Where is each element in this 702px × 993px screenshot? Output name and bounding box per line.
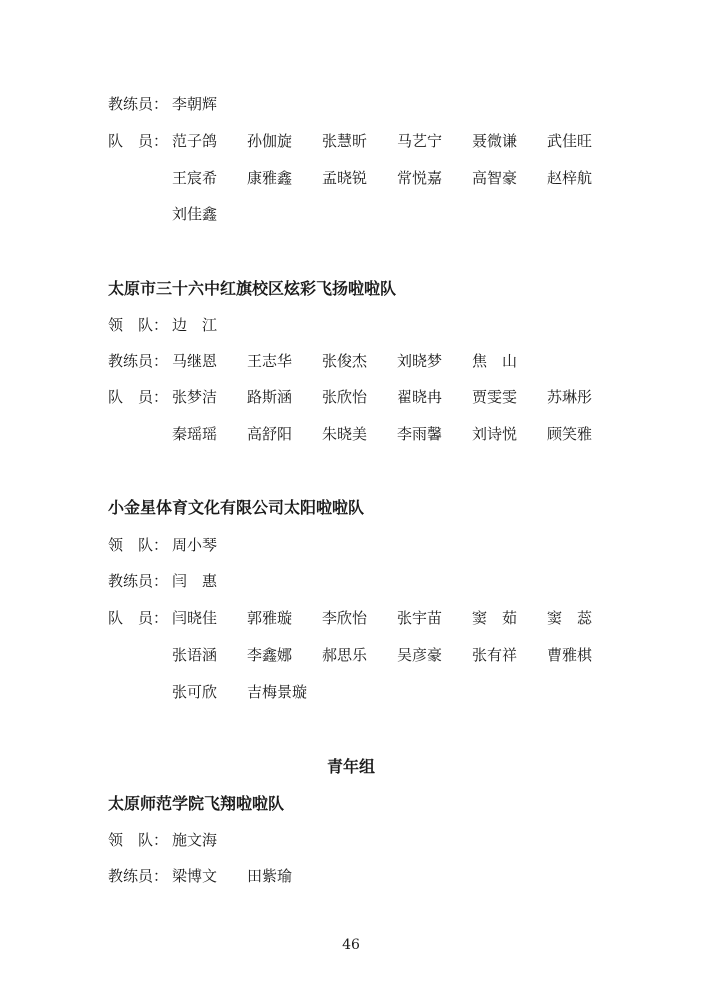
member-name: 吉梅景璇	[247, 683, 308, 701]
member-name: 曹雅棋	[547, 646, 593, 664]
member-name: 常悦嘉	[397, 169, 443, 187]
member-name: 张宇苗	[397, 609, 443, 627]
member-name: 聂微谦	[472, 132, 518, 150]
coach-name: 马继恩	[172, 352, 218, 370]
member-name: 郭雅璇	[247, 609, 293, 627]
member-name: 朱晓美	[322, 425, 368, 443]
member-name: 高智豪	[472, 169, 518, 187]
members-label: 队 员：	[108, 388, 169, 406]
group-title: 青年组	[326, 757, 375, 776]
coach-label: 教练员：	[108, 572, 169, 590]
coach-name: 梁博文	[172, 867, 218, 885]
members-label: 队 员：	[108, 132, 169, 150]
member-name: 康雅鑫	[247, 169, 293, 187]
member-name: 李鑫娜	[247, 646, 293, 664]
coach-name: 焦 山	[472, 352, 518, 370]
team-title: 小金星体育文化有限公司太阳啦啦队	[108, 498, 365, 517]
member-name: 张语涵	[172, 646, 218, 664]
member-name: 郝思乐	[322, 646, 368, 664]
leader-name: 边 江	[172, 316, 218, 334]
member-name: 赵梓航	[547, 169, 593, 187]
coach-label: 教练员：	[108, 867, 169, 885]
member-name: 窦 茹	[472, 609, 518, 627]
member-name: 范子鸽	[172, 132, 218, 150]
member-name: 孟晓锐	[322, 169, 368, 187]
leader-label: 领 队：	[108, 831, 169, 849]
member-name: 李雨馨	[397, 425, 443, 443]
member-name: 闫晓佳	[172, 609, 218, 627]
coach-name: 闫 惠	[172, 572, 218, 590]
coach-name: 张俊杰	[322, 352, 368, 370]
member-name: 窦 蕊	[547, 609, 593, 627]
member-name: 贾雯雯	[472, 388, 518, 406]
leader-name: 施文海	[172, 831, 218, 849]
members-label: 队 员：	[108, 609, 169, 627]
member-name: 刘佳鑫	[172, 205, 218, 223]
member-name: 武佳旺	[547, 132, 593, 150]
coach-label: 教练员：	[108, 95, 169, 113]
member-name: 张可欣	[172, 683, 218, 701]
member-name: 高舒阳	[247, 425, 293, 443]
member-name: 翟晓冉	[397, 388, 443, 406]
member-name: 刘诗悦	[472, 425, 518, 443]
member-name: 王宸希	[172, 169, 218, 187]
member-name: 顾笑雅	[547, 425, 593, 443]
member-name: 张有祥	[472, 646, 518, 664]
member-name: 吴彦豪	[397, 646, 443, 664]
coach-name: 刘晓梦	[397, 352, 443, 370]
coach-name: 李朝辉	[172, 95, 218, 113]
member-name: 孙伽旋	[247, 132, 293, 150]
member-name: 张欣怡	[322, 388, 368, 406]
team-title: 太原师范学院飞翔啦啦队	[108, 794, 285, 813]
member-name: 李欣怡	[322, 609, 368, 627]
member-name: 苏琳彤	[547, 388, 593, 406]
member-name: 张慧昕	[322, 132, 368, 150]
leader-label: 领 队：	[108, 536, 169, 554]
leader-label: 领 队：	[108, 316, 169, 334]
coach-name: 王志华	[247, 352, 293, 370]
leader-name: 周小琴	[172, 536, 218, 554]
member-name: 马艺宁	[397, 132, 443, 150]
member-name: 张梦洁	[172, 388, 218, 406]
member-name: 路斯涵	[247, 388, 293, 406]
page-number: 46	[342, 937, 360, 953]
team-title: 太原市三十六中红旗校区炫彩飞扬啦啦队	[108, 279, 397, 298]
member-name: 秦瑶瑶	[172, 425, 218, 443]
coach-name: 田紫瑜	[247, 867, 293, 885]
coach-label: 教练员：	[108, 352, 169, 370]
